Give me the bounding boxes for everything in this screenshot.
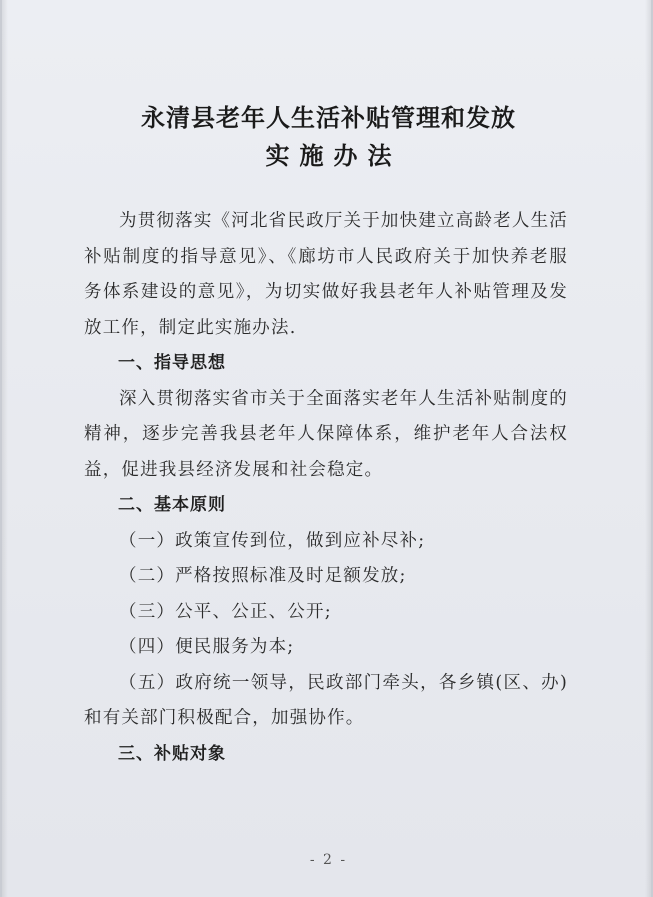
principle-item: （一）政策宣传到位，做到应补尽补; — [119, 530, 426, 551]
principle-item: （四）便民服务为本; — [119, 637, 295, 657]
page-edge-shadow-right — [645, 0, 651, 897]
section-heading-basic-principles: 二、基本原则 — [118, 495, 226, 515]
document-title-line2: 实施办法 — [265, 141, 402, 170]
page-edge-shadow-left — [2, 0, 8, 897]
guiding-thought-paragraph: 深入贯彻落实省市关于全面落实老年人生活补贴制度的精神，逐步完善我县老年人保障体系，维护老年人合法权益，促进我县经济发展和社会稳定。 — [84, 388, 568, 480]
intro-paragraph: 为贯彻落实《河北省民政厅关于加快建立高龄老人生活补贴制度的指导意见》、《廊坊市人民政府关于加快养老服务体系建设的意见》，为切实做好我县老年人补贴管理及发放工作，制定此实施办法. — [84, 211, 568, 338]
document-title-line1: 永清县老年人生活补贴管理和发放 — [141, 103, 516, 132]
section-heading-subsidy-recipients: 三、补贴对象 — [118, 743, 226, 764]
principle-item: （二）严格按照标准及时足额发放; — [119, 566, 407, 586]
section-heading-guiding-thought: 一、指导思想 — [118, 353, 226, 373]
document-body — [84, 204, 568, 772]
principle-item: （五）政府统一领导，民政部门牵头，各乡镇(区、办)和有关部门积极配合，加强协作。 — [84, 672, 568, 728]
principle-item: （三）公平、公正、公开; — [119, 601, 332, 622]
page-number: - 2 - — [309, 852, 348, 868]
